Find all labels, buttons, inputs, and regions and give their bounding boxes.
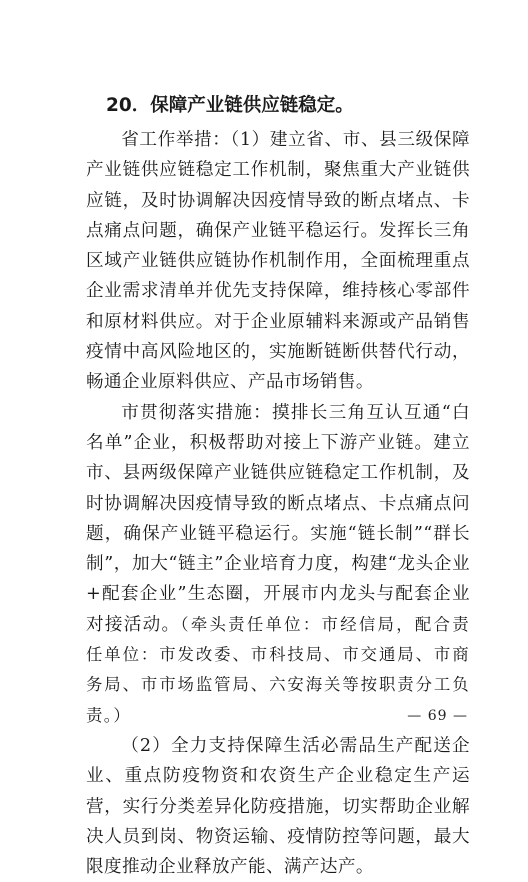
item-two-paragraph: （2）全力支持保障生活必需品生产配送企业、重点防疫物资和农资生产企业稳定生产运营，实行分类差异化防疫措施，切实帮助企业解决人员到岗、物资运输、疫情防控等问题，最大限度推动企业释放产能、满产达产。	[86, 735, 470, 878]
city-measures-paragraph	[86, 398, 470, 731]
responsibility-note: （牵头责任单位：市经信局，配合责任单位：市发改委、市科技局、市交通局、市商务局、市市场监管局、六安海关等按职责分工负责。）	[86, 614, 470, 725]
section-heading: 20．保障产业链供应链稳定。	[106, 95, 354, 116]
page-number: — 69 —	[407, 708, 468, 724]
city-measures-text: 市贯彻落实措施：摸排长三角互认互通“白名单”企业，积极帮助对接上下游产业链。建立市、县两级保障产业链供应链稳定工作机制，及时协调解决因疫情导致的断点堵点、卡点痛点问题，确保产业链平稳运行。实施“链长制”“群长制”，加大“链主”企业培育力度，构建“龙头企业+配套企业”生态圈，开展市内龙头与配套企业对接活动。	[86, 402, 470, 635]
province-measures-paragraph: 省工作举措：（1）建立省、市、县三级保障产业链供应链稳定工作机制，聚焦重大产业链供应链，及时协调解决因疫情导致的断点堵点、卡点痛点问题，确保产业链平稳运行。发挥长三角区域产业链供应链协作机制作用，全面梳理重点企业需求清单并优先支持保障，维持核心零部件和原材料供应。对于企业原辅料来源或产品销售疫情中高风险地区的，实施断链断供替代行动，畅通企业原料供应、产品市场销售。	[86, 130, 470, 393]
page-content	[86, 92, 470, 882]
